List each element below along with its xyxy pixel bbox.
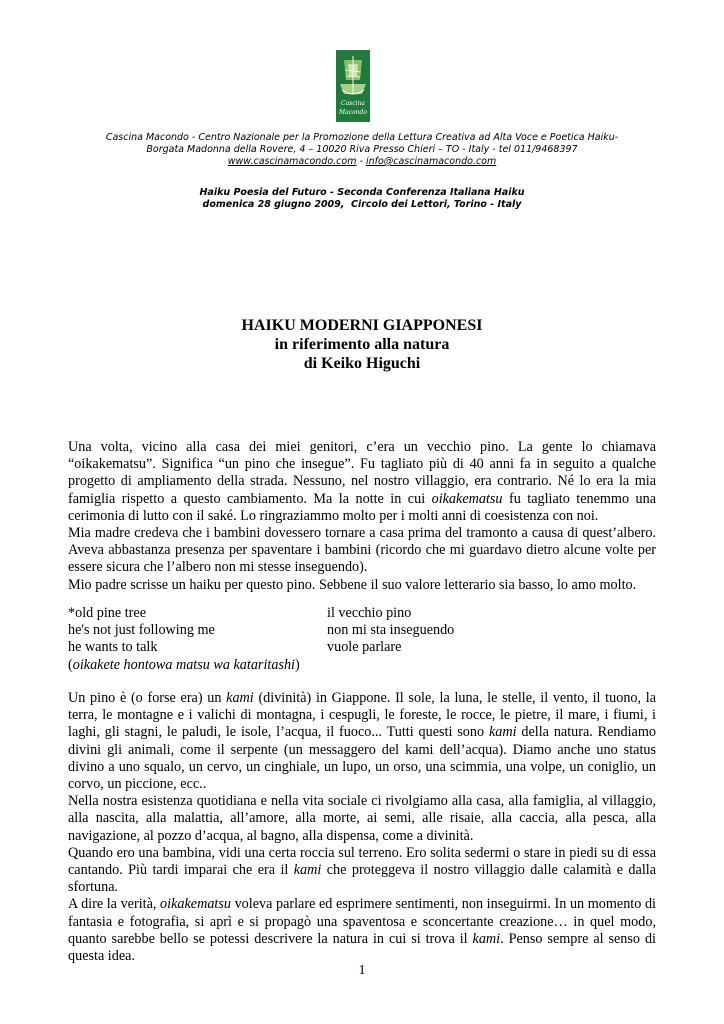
title-line-1: HAIKU MODERNI GIAPPONESI — [241, 317, 483, 334]
italic-term: oikakematsu — [431, 490, 503, 507]
text-span: fu tagliato tenemmo una cerimonia di lutto con il saké. Lo ringraziammo molto per i molti anni di coesistenza con noi. — [68, 490, 656, 524]
text-span: . Penso sempre al senso di questa idea. — [68, 930, 656, 965]
paragraph-daily-life: Nella nostra esistenza quotidiana e nella vita sociale ci rivolgiamo alla casa, alla famiglia, al villaggio, alla nascita, alla malattia, all’amore, alla morte, ai semi, alle risaie, alla caccia, alla pesca, alla navigazione, al pozzo d’acqua, al bagno, alla dispensa, come a divinità. — [68, 793, 656, 844]
paragraph-mother: Mia madre credeva che i bambini dovessero tornare a casa prima del tramonto a causa di quest’albero. Aveva abbastanza presenza per spaventare i bambini (ricordo che mi guardavo dietro alcune volte per essere sicura che l’albero non mi stesse inseguendo). — [68, 525, 656, 576]
header-line-1: Cascina Macondo - Centro Nazionale per la Promozione della Lettura Creativa ad Alta Voce e Poetica Haiku- — [105, 132, 619, 143]
document-title — [60, 316, 664, 373]
japanese-romaji: oikakete hontowa matsu wa kataritashi — [72, 656, 295, 673]
page-number: 1 — [358, 963, 366, 978]
conference-info — [60, 187, 664, 211]
paren: ( — [68, 656, 73, 673]
paragraph-pine-story — [68, 439, 656, 525]
kami-paragraphs — [68, 690, 656, 965]
text-span: che proteggeva il nostro villaggio dalle calamità e dalla sfortuna. — [68, 862, 656, 896]
poem-japanese-line — [68, 657, 656, 674]
intro-paragraphs — [68, 439, 656, 594]
title-line-3: di Keiko Higuchi — [303, 355, 421, 372]
cascina-macondo-logo — [336, 50, 370, 122]
email-link[interactable]: info@cascinamacondo.com — [365, 156, 497, 167]
organization-header — [60, 132, 664, 168]
ship-logo-icon — [336, 50, 370, 122]
header-separator: - — [356, 156, 366, 167]
paragraph-truth — [68, 896, 656, 965]
poem-row — [68, 639, 656, 656]
paren: ) — [295, 656, 300, 673]
paragraph-rock — [68, 845, 656, 897]
italic-term: kami — [226, 690, 254, 706]
paragraph-kami — [68, 690, 656, 793]
poem-italian-line: non mi sta inseguendo — [327, 622, 455, 639]
poem-italian-line: vuole parlare — [327, 639, 402, 656]
italic-term: kami — [488, 724, 517, 741]
text-span: (divinità) in Giappone. Il sole, la luna, le stelle, il vento, il tuono, la terra, le montagne e i valichi di montagna, i cespugli, le foreste, le rocce, le pietre, il mare, i fiumi, i laghi, gli stagni, le paludi, le isole, l’acqua, il fuoco... Tutti questi sono — [68, 690, 656, 741]
paragraph-father: Mio padre scrisse un haiku per questo pino. Sebbene il suo valore letterario sia basso, lo amo molto. — [68, 576, 637, 593]
haiku-poem — [68, 605, 656, 674]
website-link[interactable]: www.cascinamacondo.com — [227, 156, 357, 167]
text-span: della natura. Rendiamo divini gli animali, come il serpente (un messaggero del kami dell’acqua). Diamo anche uno status divino a uno squalo, un cervo, un cinghiale, un lupo, un orso, una scimmia, una volpe, un coniglio, un corvo, un piccione, ecc.. — [68, 724, 656, 793]
header-line-2: Borgata Madonna della Rovere, 4 – 10020 Riva Presso Chieri – TO - Italy - tel 011/9468397 — [146, 144, 578, 155]
poem-row — [68, 605, 656, 622]
text-span: voleva parlare ed esprimere sentimenti, non inseguirmi. In un momento di fantasia e fotografia, si aprì e si propagò una spaventosa e sconcertante creazione… in quel modo, quanto sarebbe bello se potessi descrivere la natura in cui si trova il — [68, 896, 656, 947]
italic-term: oikakematsu — [160, 896, 231, 913]
poem-english-line: *old pine tree — [68, 605, 147, 621]
italic-term: kami — [472, 930, 501, 947]
poem-english-line: he's not just following me — [68, 622, 215, 639]
poem-italian-line: il vecchio pino — [327, 605, 412, 621]
text-span: A dire la verità, — [68, 896, 161, 913]
text-span: Quando ero una bambina, vidi una certa roccia sul terreno. Ero solita sedermi o stare in piedi su di essa cantando. Più tardi imparai che era il — [68, 844, 656, 879]
title-line-2: in riferimento alla natura — [274, 336, 450, 353]
svg-text:Macondo: Macondo — [338, 109, 368, 116]
poem-row — [68, 622, 656, 639]
text-span: Un pino è (o forse era) un — [68, 690, 227, 706]
conference-line-2: domenica 28 giugno 2009, Circolo dei Lettori, Torino - Italy — [202, 199, 522, 210]
text-span: Una volta, vicino alla casa dei miei genitori, c’era un vecchio pino. La gente lo chiamava “oikakematsu”. Significa “un pino che insegue”. Fu tagliato più di 40 anni fa in seguito a qualche progetto di ampliamento della strada. Nessuno, nel nostro villaggio, era contrario. Né lo era la mia famiglia rispetto a questo cambiamento. Ma la notte in cui — [68, 439, 656, 507]
header-line-3 — [60, 156, 664, 168]
conference-line-1: Haiku Poesia del Futuro - Seconda Conferenza Italiana Haiku — [199, 187, 525, 198]
italic-term: kami — [293, 862, 322, 879]
poem-english-line: he wants to talk — [68, 639, 158, 656]
svg-text:Cascina: Cascina — [341, 100, 365, 107]
